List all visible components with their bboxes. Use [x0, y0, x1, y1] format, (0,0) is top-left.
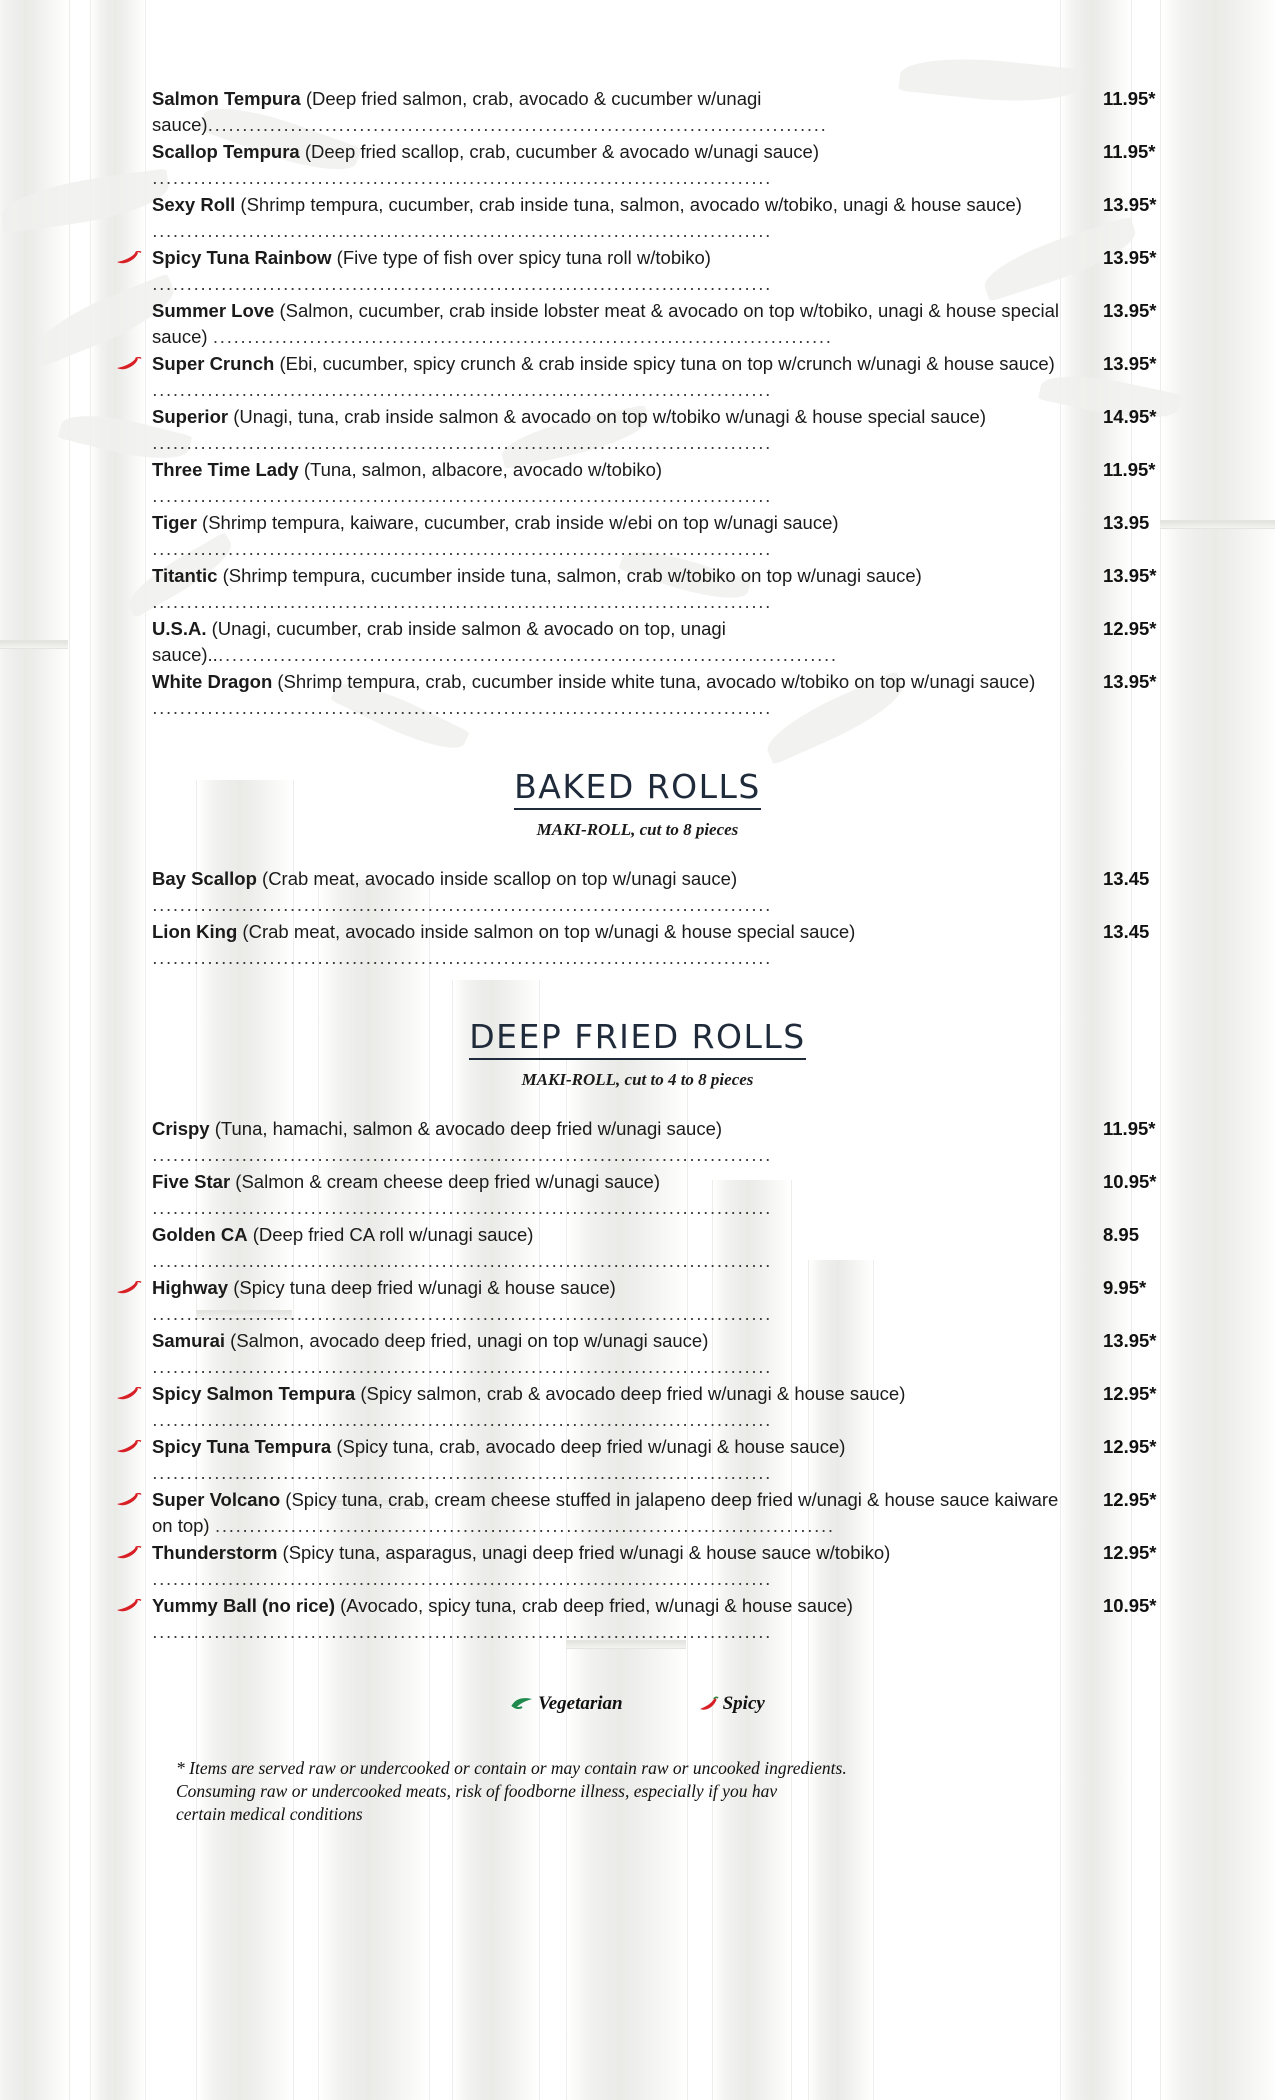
- menu-item-price: 11.95*: [1103, 1118, 1156, 1139]
- menu-item-name: Scallop Tempura: [152, 141, 300, 162]
- menu-item-description: (Deep fried salmon, crab, avocado & cucumber w/unagi sauce): [152, 88, 762, 135]
- menu-item[interactable]: [108, 1434, 1167, 1486]
- menu-item-text: [108, 139, 1081, 191]
- menu-item[interactable]: [108, 139, 1167, 191]
- menu-item-description: (Crab meat, avocado inside salmon on top w/unagi & house special sauce): [237, 921, 856, 942]
- leader-dots: ․․․․․․․․․․․․․․․․․․․․․․․․․․․․․․․․․․․․․․․․․․․․․․․․․․․․․․․․․․․․․․․․․․․․․․․․․․․․․․․․․․․․․․․․․․: [212, 327, 833, 347]
- section-title: DEEP FRIED ROLLS: [469, 1017, 806, 1060]
- menu-item-price: 13.95*: [1103, 671, 1157, 692]
- menu-item-price: 13.95*: [1103, 300, 1157, 321]
- menu-item[interactable]: [108, 1540, 1167, 1592]
- menu-item-text: [108, 563, 1081, 615]
- section-title: BAKED ROLLS: [514, 767, 761, 810]
- menu-item-price: 12.95*: [1103, 1542, 1157, 1563]
- menu-item[interactable]: [108, 563, 1167, 615]
- leader-dots: ․․․․․․․․․․․․․․․․․․․․․․․․․․․․․․․․․․․․․․․․․․․․․․․․․․․․․․․․․․․․․․․․․․․․․․․․․․․․․․․․․․․․․․․․․․: [214, 1516, 835, 1536]
- menu-item-name: U.S.A.: [152, 618, 207, 639]
- menu-item-name: Five Star: [152, 1171, 231, 1192]
- menu-item-name: Spicy Tuna Rainbow: [152, 247, 332, 268]
- menu-item-text: [108, 616, 1081, 668]
- menu-item-name: Samurai: [152, 1330, 226, 1351]
- menu-item-description: (Shrimp tempura, cucumber, crab inside tuna, salmon, avocado w/tobiko, unagi & house sauce): [235, 194, 1022, 215]
- legend-spicy: [699, 1693, 765, 1715]
- menu-item-text: [108, 1487, 1081, 1539]
- menu-item-description: (Salmon, avocado deep fried, unagi on top w/unagi sauce): [225, 1330, 709, 1351]
- menu-item-text: [108, 1593, 1081, 1645]
- menu-item-description: (Salmon & cream cheese deep fried w/unagi sauce): [230, 1171, 660, 1192]
- menu-item[interactable]: [108, 1328, 1167, 1380]
- menu-list-special-rolls-continued: [108, 86, 1167, 721]
- leader-dots: ․․․․․․․․․․․․․․․․․․․․․․․․․․․․․․․․․․․․․․․․․․․․․․․․․․․․․․․․․․․․․․․․․․․․․․․․․․․․․․․․․․․․․․․․․․: [152, 1622, 772, 1642]
- section-header-deep-fried-rolls: [108, 1017, 1167, 1060]
- menu-item-text: [108, 1434, 1081, 1486]
- menu-item-text: [108, 919, 1081, 971]
- menu-item-text: [108, 298, 1081, 350]
- menu-item-text: [108, 351, 1081, 403]
- menu-item-price: 11.95*: [1103, 88, 1156, 109]
- menu-item-name: Bay Scallop: [152, 868, 257, 889]
- menu-item-description: (Shrimp tempura, cucumber inside tuna, salmon, crab w/tobiko on top w/unagi sauce): [217, 565, 922, 586]
- menu-item-price: 12.95*: [1103, 1436, 1157, 1457]
- menu-item-description: (Spicy tuna, crab, cream cheese stuffed in jalapeno deep fried w/unagi & house sauce kaiware on top): [152, 1489, 1059, 1536]
- leader-dots: ․․․․․․․․․․․․․․․․․․․․․․․․․․․․․․․․․․․․․․․․․․․․․․․․․․․․․․․․․․․․․․․․․․․․․․․․․․․․․․․․․․․․․․․․․․: [152, 895, 772, 915]
- menu-item-description: (Spicy tuna, crab, avocado deep fried w/unagi & house sauce): [331, 1436, 846, 1457]
- legend-vegetarian-label: Vegetarian: [538, 1693, 623, 1714]
- menu-list-deep-fried-rolls: [108, 1116, 1167, 1645]
- menu-item-name: Summer Love: [152, 300, 275, 321]
- menu-item-name: Tiger: [152, 512, 197, 533]
- menu-item-name: Sexy Roll: [152, 194, 236, 215]
- menu-item-price: 9.95*: [1103, 1277, 1147, 1298]
- menu-item-text: [108, 669, 1081, 721]
- menu-item-text: [108, 1222, 1081, 1274]
- menu-item[interactable]: [108, 1487, 1167, 1539]
- menu-item-name: Yummy Ball (no rice): [152, 1595, 335, 1616]
- section-subtitle: MAKI-ROLL, cut to 4 to 8 pieces: [521, 1070, 754, 1089]
- menu-item-text: [108, 1169, 1081, 1221]
- menu-item-price: 13.95*: [1103, 353, 1157, 374]
- menu-item[interactable]: [108, 1381, 1167, 1433]
- menu-item-text: [108, 1116, 1081, 1168]
- menu-item[interactable]: [108, 1275, 1167, 1327]
- menu-item-name: Crispy: [152, 1118, 210, 1139]
- menu-item[interactable]: [108, 616, 1167, 668]
- menu-item-price: 13.45: [1103, 921, 1150, 942]
- menu-item-name: White Dragon: [152, 671, 273, 692]
- menu-item-text: [108, 1328, 1081, 1380]
- menu-item-text: [108, 1540, 1081, 1592]
- leader-dots: ․․․․․․․․․․․․․․․․․․․․․․․․․․․․․․․․․․․․․․․․․․․․․․․․․․․․․․․․․․․․․․․․․․․․․․․․․․․․․․․․․․․․․․․․․․: [152, 274, 772, 294]
- leader-dots: ․․․․․․․․․․․․․․․․․․․․․․․․․․․․․․․․․․․․․․․․․․․․․․․․․․․․․․․․․․․․․․․․․․․․․․․․․․․․․․․․․․․․․․․․․․: [152, 1569, 772, 1589]
- menu-item[interactable]: [108, 866, 1167, 918]
- menu-list-baked-rolls: [108, 866, 1167, 971]
- menu-item-description: (Tuna, salmon, albacore, avocado w/tobiko): [298, 459, 663, 480]
- section-spacer: [108, 840, 1167, 866]
- menu-item-description: (Ebi, cucumber, spicy crunch & crab inside spicy tuna on top w/crunch w/unagi & house sauce): [274, 353, 1055, 374]
- menu-item-price: 10.95*: [1103, 1595, 1157, 1616]
- menu-item-name: Thunderstorm: [152, 1542, 278, 1563]
- menu-item-price: 10.95*: [1103, 1171, 1157, 1192]
- menu-item-description: (Spicy salmon, crab & avocado deep fried w/unagi & house sauce): [355, 1383, 906, 1404]
- menu-item-text: [108, 510, 1081, 562]
- menu-item-name: Salmon Tempura: [152, 88, 301, 109]
- menu-item-description: (Deep fried CA roll w/unagi sauce): [247, 1224, 534, 1245]
- leader-dots: ․․․․․․․․․․․․․․․․․․․․․․․․․․․․․․․․․․․․․․․․․․․․․․․․․․․․․․․․․․․․․․․․․․․․․․․․․․․․․․․․․․․․․․․․․․: [152, 168, 772, 188]
- menu-item-text: [108, 86, 1081, 138]
- menu-item[interactable]: [108, 510, 1167, 562]
- menu-item-description: (Spicy tuna, asparagus, unagi deep fried w/unagi & house sauce w/tobiko): [277, 1542, 891, 1563]
- menu-item-text: [108, 245, 1081, 297]
- menu-item-description: (Crab meat, avocado inside scallop on top w/unagi sauce): [256, 868, 738, 889]
- menu-item-price: 12.95*: [1103, 1383, 1157, 1404]
- menu-item[interactable]: [108, 669, 1167, 721]
- leader-dots: ․․․․․․․․․․․․․․․․․․․․․․․․․․․․․․․․․․․․․․․․․․․․․․․․․․․․․․․․․․․․․․․․․․․․․․․․․․․․․․․․․․․․․․․․․․: [152, 433, 772, 453]
- menu-item-price: 11.95*: [1103, 141, 1156, 162]
- menu-item-text: [108, 404, 1081, 456]
- menu-item-text: [108, 457, 1081, 509]
- menu-item-price: 11.95*: [1103, 459, 1156, 480]
- menu-item-text: [108, 192, 1081, 244]
- menu-item-text: [108, 1275, 1081, 1327]
- menu-item[interactable]: [108, 298, 1167, 350]
- menu-item-name: Super Crunch: [152, 353, 275, 374]
- menu-item-description: (Spicy tuna deep fried w/unagi & house sauce): [228, 1277, 616, 1298]
- vegetarian-icon: [510, 1696, 534, 1712]
- menu-item[interactable]: [108, 1593, 1167, 1645]
- menu-item-price: 13.95*: [1103, 1330, 1157, 1351]
- menu-item[interactable]: [108, 245, 1167, 297]
- menu-item-price: 8.95: [1103, 1224, 1140, 1245]
- menu-item[interactable]: [108, 1222, 1167, 1274]
- leader-dots: ․․․․․․․․․․․․․․․․․․․․․․․․․․․․․․․․․․․․․․․․․․․․․․․․․․․․․․․․․․․․․․․․․․․․․․․․․․․․․․․․․․․․․․․․․․: [152, 698, 772, 718]
- menu-item-description: (Shrimp tempura, kaiware, cucumber, crab inside w/ebi on top w/unagi sauce): [196, 512, 839, 533]
- menu-item[interactable]: [108, 1116, 1167, 1168]
- menu-item-price: 13.95*: [1103, 194, 1157, 215]
- menu-item-price: 13.95: [1103, 512, 1150, 533]
- menu-item-name: Golden CA: [152, 1224, 248, 1245]
- menu-item-price: 13.95*: [1103, 565, 1157, 586]
- leader-dots: ․․․․․․․․․․․․․․․․․․․․․․․․․․․․․․․․․․․․․․․․․․․․․․․․․․․․․․․․․․․․․․․․․․․․․․․․․․․․․․․․․․․․․․․․․․: [152, 1251, 772, 1271]
- leader-dots: ․․․․․․․․․․․․․․․․․․․․․․․․․․․․․․․․․․․․․․․․․․․․․․․․․․․․․․․․․․․․․․․․․․․․․․․․․․․․․․․․․․․․․․․․․․: [152, 948, 772, 968]
- menu-item-price: 12.95*: [1103, 1489, 1157, 1510]
- section-subtitle: MAKI-ROLL, cut to 8 pieces: [536, 820, 739, 839]
- menu-item-description: (Five type of fish over spicy tuna roll w/tobiko): [331, 247, 711, 268]
- leader-dots: ․․․․․․․․․․․․․․․․․․․․․․․․․․․․․․․․․․․․․․․․․․․․․․․․․․․․․․․․․․․․․․․․․․․․․․․․․․․․․․․․․․․․․․․․․․: [152, 592, 772, 612]
- legend: [108, 1693, 1167, 1715]
- menu-item-description: (Shrimp tempura, crab, cucumber inside white tuna, avocado w/tobiko on top w/unagi sauce): [272, 671, 1036, 692]
- footnote: [108, 1757, 1167, 1826]
- legend-spicy-label: Spicy: [722, 1693, 765, 1714]
- menu-item[interactable]: [108, 1169, 1167, 1221]
- menu-item[interactable]: [108, 457, 1167, 509]
- menu-item-price: 14.95*: [1103, 406, 1157, 427]
- chili-pepper-icon: [699, 1696, 719, 1712]
- menu-item-description: (Salmon, cucumber, crab inside lobster meat & avocado on top w/tobiko, unagi & house special sauce): [152, 300, 1059, 347]
- footnote-line-2: Consuming raw or undercooked meats, risk of foodborne illness, especially if you hav: [176, 1781, 778, 1801]
- menu-item[interactable]: [108, 351, 1167, 403]
- footnote-line-3: certain medical conditions: [176, 1804, 363, 1824]
- section-header-baked-rolls: [108, 767, 1167, 810]
- leader-dots: ․․․․․․․․․․․․․․․․․․․․․․․․․․․․․․․․․․․․․․․․․․․․․․․․․․․․․․․․․․․․․․․․․․․․․․․․․․․․․․․․․․․․․․․․․․: [152, 1463, 772, 1483]
- leader-dots: ․․․․․․․․․․․․․․․․․․․․․․․․․․․․․․․․․․․․․․․․․․․․․․․․․․․․․․․․․․․․․․․․․․․․․․․․․․․․․․․․․․․․․․․․․․: [152, 486, 772, 506]
- leader-dots: ․․․․․․․․․․․․․․․․․․․․․․․․․․․․․․․․․․․․․․․․․․․․․․․․․․․․․․․․․․․․․․․․․․․․․․․․․․․․․․․․․․․․․․․․․․: [152, 221, 772, 241]
- legend-vegetarian: [510, 1693, 622, 1715]
- menu-item-name: Lion King: [152, 921, 238, 942]
- menu-item[interactable]: [108, 404, 1167, 456]
- menu-item-name: Three Time Lady: [152, 459, 299, 480]
- menu-item-description: (Avocado, spicy tuna, crab deep fried, w/unagi & house sauce): [335, 1595, 853, 1616]
- leader-dots: ․․․․․․․․․․․․․․․․․․․․․․․․․․․․․․․․․․․․․․․․․․․․․․․․․․․․․․․․․․․․․․․․․․․․․․․․․․․․․․․․․․․․․․․․․․: [152, 1357, 772, 1377]
- menu-item-name: Super Volcano: [152, 1489, 281, 1510]
- menu-item[interactable]: [108, 919, 1167, 971]
- menu-item-name: Spicy Tuna Tempura: [152, 1436, 332, 1457]
- leader-dots: ․․․․․․․․․․․․․․․․․․․․․․․․․․․․․․․․․․․․․․․․․․․․․․․․․․․․․․․․․․․․․․․․․․․․․․․․․․․․․․․․․․․․․․․․․․: [152, 539, 772, 559]
- menu-item-price: 12.95*: [1103, 618, 1157, 639]
- section-spacer: [108, 1090, 1167, 1116]
- menu-item-description: (Unagi, cucumber, crab inside salmon & avocado on top, unagi sauce)..: [152, 618, 726, 665]
- menu-item-price: 13.95*: [1103, 247, 1157, 268]
- menu-item-price: 13.45: [1103, 868, 1150, 889]
- leader-dots: ․․․․․․․․․․․․․․․․․․․․․․․․․․․․․․․․․․․․․․․․․․․․․․․․․․․․․․․․․․․․․․․․․․․․․․․․․․․․․․․․․․․․․․․․․․: [207, 115, 828, 135]
- menu-item-description: (Deep fried scallop, crab, cucumber & avocado w/unagi sauce): [299, 141, 819, 162]
- menu-item-description: (Tuna, hamachi, salmon & avocado deep fried w/unagi sauce): [209, 1118, 723, 1139]
- leader-dots: ․․․․․․․․․․․․․․․․․․․․․․․․․․․․․․․․․․․․․․․․․․․․․․․․․․․․․․․․․․․․․․․․․․․․․․․․․․․․․․․․․․․․․․․․․․: [152, 380, 772, 400]
- menu-item[interactable]: [108, 86, 1167, 138]
- leader-dots: ․․․․․․․․․․․․․․․․․․․․․․․․․․․․․․․․․․․․․․․․․․․․․․․․․․․․․․․․․․․․․․․․․․․․․․․․․․․․․․․․․․․․․․․․․․: [152, 1304, 772, 1324]
- leader-dots: ․․․․․․․․․․․․․․․․․․․․․․․․․․․․․․․․․․․․․․․․․․․․․․․․․․․․․․․․․․․․․․․․․․․․․․․․․․․․․․․․․․․․․․․․․․: [152, 1410, 772, 1430]
- menu-item-name: Superior: [152, 406, 229, 427]
- menu-item-text: [108, 1381, 1081, 1433]
- leader-dots: ․․․․․․․․․․․․․․․․․․․․․․․․․․․․․․․․․․․․․․․․․․․․․․․․․․․․․․․․․․․․․․․․․․․․․․․․․․․․․․․․․․․․․․․․․․: [217, 645, 838, 665]
- menu-content: [108, 86, 1167, 1645]
- footnote-line-1: * Items are served raw or undercooked or contain or may contain raw or uncooked ingredients.: [176, 1758, 847, 1778]
- menu-item[interactable]: [108, 192, 1167, 244]
- menu-item-name: Titantic: [152, 565, 218, 586]
- menu-item-name: Spicy Salmon Tempura: [152, 1383, 356, 1404]
- menu-item-text: [108, 866, 1081, 918]
- leader-dots: ․․․․․․․․․․․․․․․․․․․․․․․․․․․․․․․․․․․․․․․․․․․․․․․․․․․․․․․․․․․․․․․․․․․․․․․․․․․․․․․․․․․․․․․․․․: [152, 1198, 772, 1218]
- leader-dots: ․․․․․․․․․․․․․․․․․․․․․․․․․․․․․․․․․․․․․․․․․․․․․․․․․․․․․․․․․․․․․․․․․․․․․․․․․․․․․․․․․․․․․․․․․․: [152, 1145, 772, 1165]
- menu-item-description: (Unagi, tuna, crab inside salmon & avocado on top w/tobiko w/unagi & house special sauce): [228, 406, 986, 427]
- menu-item-name: Highway: [152, 1277, 229, 1298]
